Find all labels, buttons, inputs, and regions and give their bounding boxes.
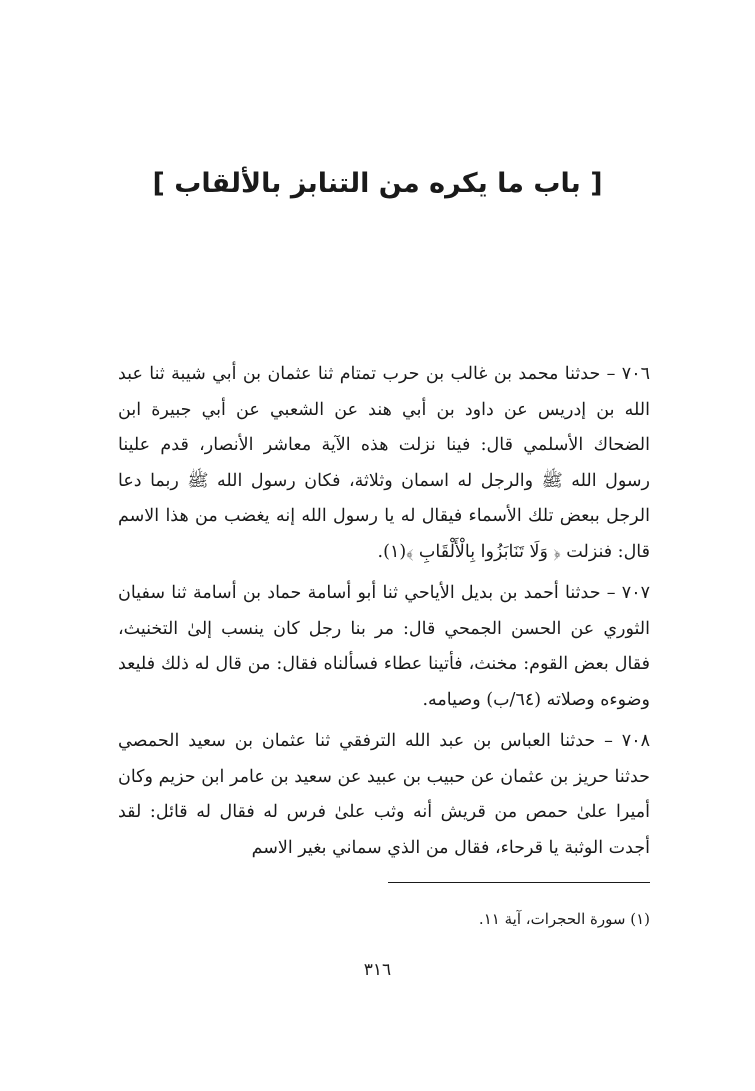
footnote-divider [388,882,650,883]
page-number: ٣١٦ [363,960,392,980]
footnote: (١) سورة الحجرات، آية ١١. [478,910,650,928]
chapter-heading: [ باب ما يكره من التنابز بالألقاب ] [152,168,603,199]
body-text [118,357,650,872]
hadith-708: ٧٠٨ – حدثنا العباس بن عبد الله الترفقي ثنا عثمان بن سعيد الحمصي حدثنا حريز بن عثمان عن حبيب بن عبيد عن سعيد بن عامر ابن حزيم وكان أميرا علىٰ حمص من قريش أنه وثب علىٰ فرس له فقال له قائل: لقد أجدت الوثبة يا قرحاء، فقال من الذي سماني بغير الاسم [118,731,650,858]
hadith-706: ٧٠٦ – حدثنا محمد بن غالب بن حرب تمتام ثنا عثمان بن أبي شيبة ثنا عبد الله بن إدريس عن داود بن أبي هند عن الشعبي عن أبي جبيرة ابن الضحاك الأسلمي قال: فينا نزلت هذه الآية معاشر الأنصار، قدم علينا رسول الله ﷺ والرجل له اسمان وثلاثة، فكان رسول الله ﷺ ربما دعا الرجل ببعض تلك الأسماء فيقال له يا رسول الله إنه يغضب من هذا الاسم قال: فنزلت ﴿ وَلَا تَنَابَزُوا بِالْأَلْقَابِ ﴾(١). [118,364,650,562]
hadith-707: ٧٠٧ – حدثنا أحمد بن بديل الأياحي ثنا أبو أسامة حماد بن أسامة ثنا سفيان الثوري عن الحسن الجمحي قال: مر بنا رجل كان ينسب إلىٰ التخنيث، فقال بعض القوم: مخنث، فأتينا عطاء فسألناه فقال: من قال له ذلك فليعد وضوءه وصلاته (٦٤/ب) وصيامه. [118,583,650,710]
